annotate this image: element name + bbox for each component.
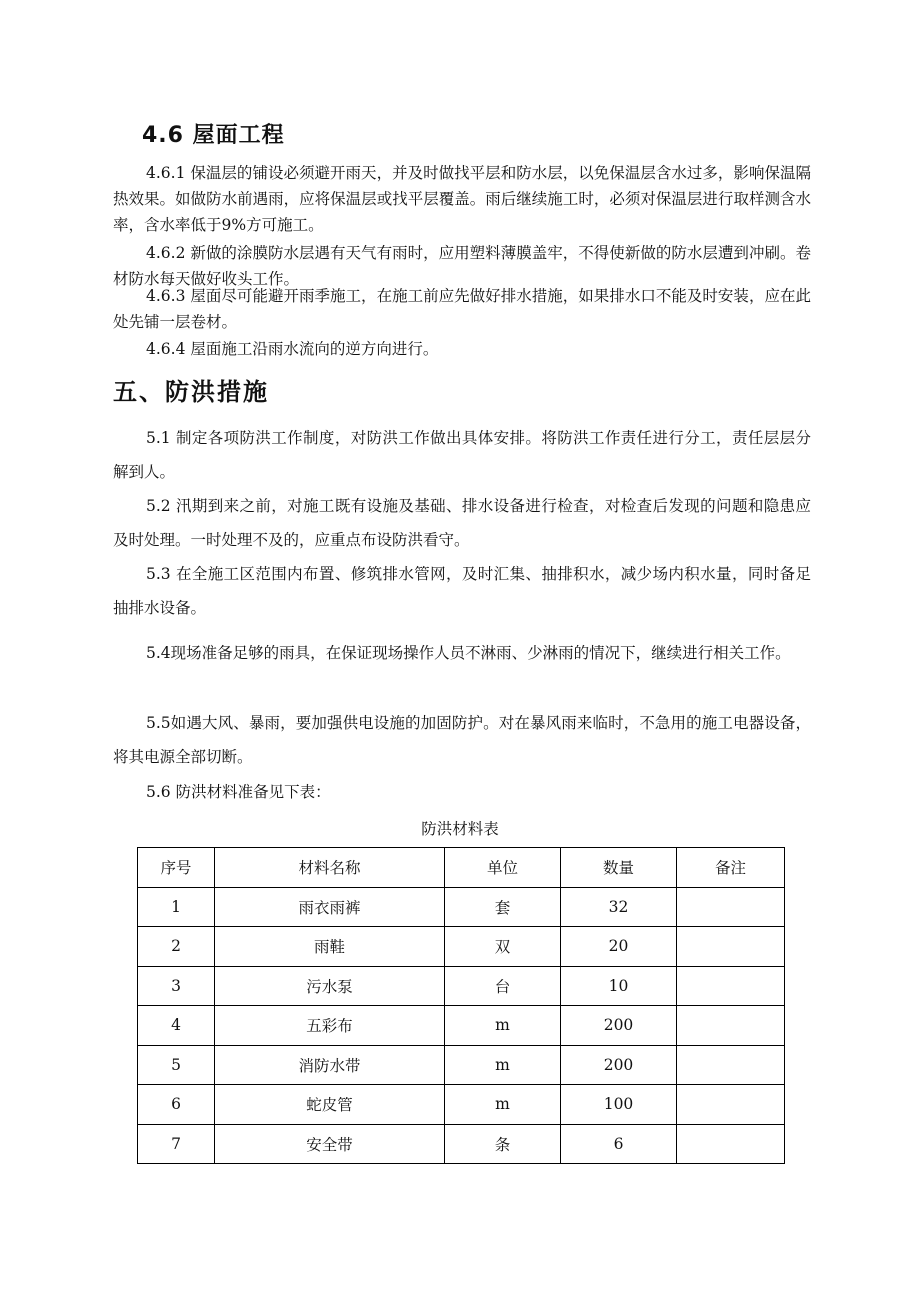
cell-index: 1	[138, 887, 215, 927]
materials-table	[137, 847, 785, 1164]
table-header-row	[138, 848, 785, 888]
cell-material: 五彩布	[215, 1006, 445, 1046]
cell-index: 3	[138, 966, 215, 1006]
table-row	[138, 1006, 785, 1046]
table-row	[138, 1045, 785, 1085]
paragraph-5-6: 5.6 防洪材料准备见下表：	[146, 783, 331, 801]
cell-unit: 台	[445, 966, 561, 1006]
cell-quantity: 200	[561, 1045, 677, 1085]
paragraph-4-6-2: 4.6.2 新做的涂膜防水层遇有天气有雨时，应用塑料薄膜盖牢，不得使新做的防水层遭到冲刷。卷材防水每天做好收头工作。	[113, 244, 811, 288]
cell-index: 2	[138, 927, 215, 967]
cell-unit: m	[445, 1045, 561, 1085]
cell-quantity: 10	[561, 966, 677, 1006]
header-cell-quantity: 数量	[561, 848, 677, 888]
cell-unit: 双	[445, 927, 561, 967]
paragraph-5-5: 5.5如遇大风、暴雨，要加强供电设施的加固防护。对在暴风雨来临时，不急用的施工电器设备，将其电源全部切断。	[113, 714, 811, 766]
section-4-6-heading: 4.6 屋面工程	[142, 123, 285, 148]
cell-index: 6	[138, 1085, 215, 1125]
cell-remark	[677, 887, 785, 927]
table-caption: 防洪材料表	[421, 820, 499, 838]
table-row	[138, 1124, 785, 1164]
cell-material: 消防水带	[215, 1045, 445, 1085]
header-cell-index: 序号	[138, 848, 215, 888]
paragraph-5-4: 5.4现场准备足够的雨具，在保证现场操作人员不淋雨、少淋雨的情况下，继续进行相关工作。	[146, 644, 791, 662]
section-5-heading: 五、防洪措施	[113, 378, 269, 406]
paragraph-4-6-4: 4.6.4 屋面施工沿雨水流向的逆方向进行。	[146, 340, 439, 358]
paragraph-5-3: 5.3 在全施工区范围内布置、修筑排水管网，及时汇集、抽排积水，减少场内积水量，同时备足抽排水设备。	[113, 565, 811, 617]
cell-remark	[677, 966, 785, 1006]
cell-quantity: 32	[561, 887, 677, 927]
cell-quantity: 100	[561, 1085, 677, 1125]
cell-remark	[677, 1124, 785, 1164]
cell-index: 4	[138, 1006, 215, 1046]
cell-remark	[677, 1085, 785, 1125]
table-row	[138, 887, 785, 927]
table-row	[138, 966, 785, 1006]
cell-quantity: 200	[561, 1006, 677, 1046]
paragraph-5-2: 5.2 汛期到来之前，对施工既有设施及基础、排水设备进行检查，对检查后发现的问题和隐患应及时处理。一时处理不及的，应重点布设防洪看守。	[113, 497, 811, 549]
cell-material: 污水泵	[215, 966, 445, 1006]
cell-quantity: 20	[561, 927, 677, 967]
cell-quantity: 6	[561, 1124, 677, 1164]
cell-material: 雨鞋	[215, 927, 445, 967]
header-cell-remark: 备注	[677, 848, 785, 888]
paragraph-4-6-3: 4.6.3 屋面尽可能避开雨季施工，在施工前应先做好排水措施，如果排水口不能及时安装，应在此处先铺一层卷材。	[113, 287, 811, 331]
cell-remark	[677, 1006, 785, 1046]
paragraph-4-6-1: 4.6.1 保温层的铺设必须避开雨天，并及时做找平层和防水层，以免保温层含水过多，影响保温隔热效果。如做防水前遇雨，应将保温层或找平层覆盖。雨后继续施工时，必须对保温层进行取样测含水率，含水率低于9%方可施工。	[113, 164, 811, 234]
cell-index: 5	[138, 1045, 215, 1085]
cell-unit: m	[445, 1085, 561, 1125]
cell-material: 安全带	[215, 1124, 445, 1164]
cell-material: 蛇皮管	[215, 1085, 445, 1125]
cell-unit: 套	[445, 887, 561, 927]
cell-remark	[677, 927, 785, 967]
cell-material: 雨衣雨裤	[215, 887, 445, 927]
table-row	[138, 1085, 785, 1125]
cell-unit: 条	[445, 1124, 561, 1164]
table-row	[138, 927, 785, 967]
paragraph-5-1: 5.1 制定各项防洪工作制度，对防洪工作做出具体安排。将防洪工作责任进行分工，责任层层分解到人。	[113, 429, 811, 481]
cell-unit: m	[445, 1006, 561, 1046]
header-cell-material: 材料名称	[215, 848, 445, 888]
cell-remark	[677, 1045, 785, 1085]
cell-index: 7	[138, 1124, 215, 1164]
header-cell-unit: 单位	[445, 848, 561, 888]
